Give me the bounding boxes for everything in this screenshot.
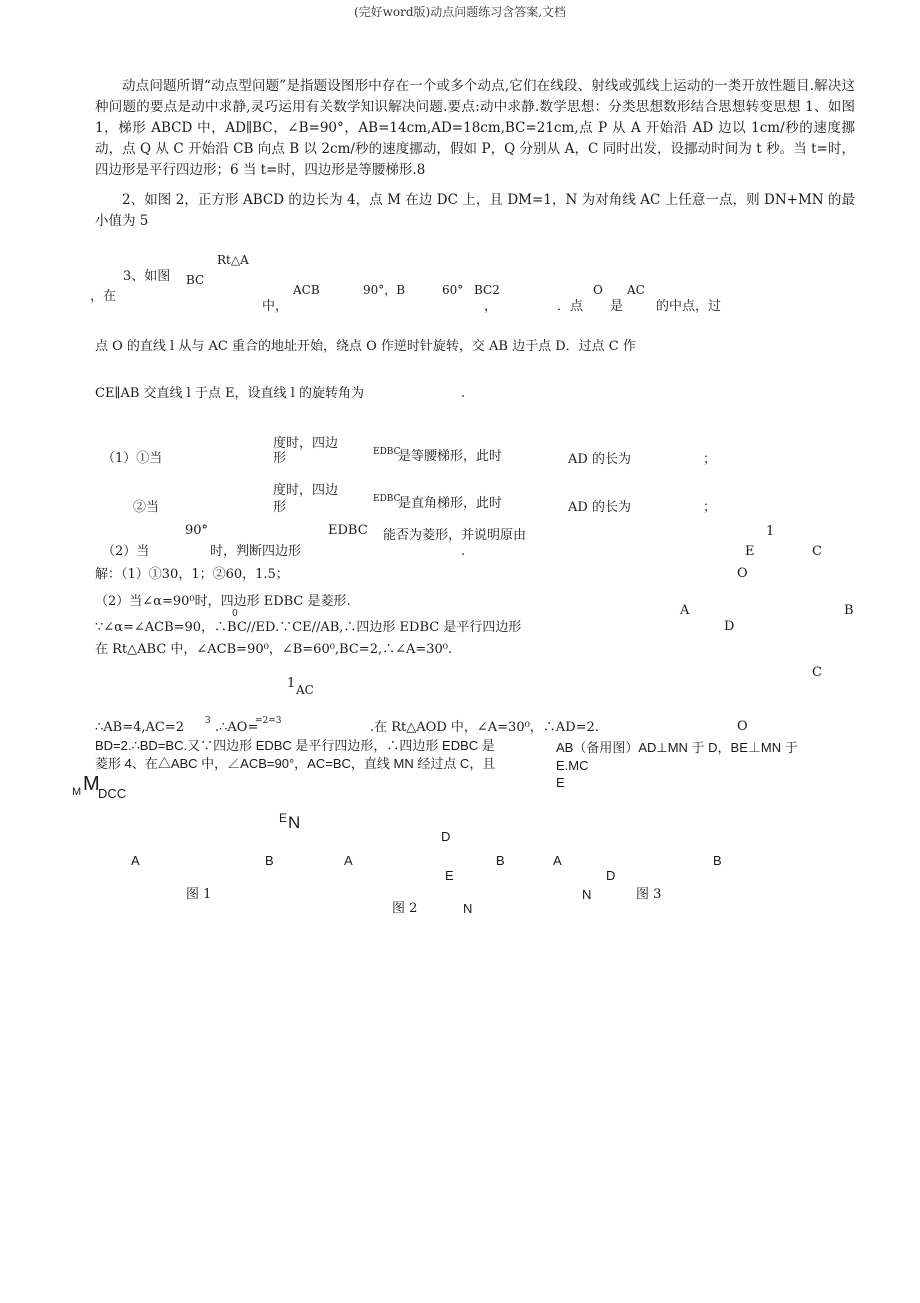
sub2-judge: 时，判断四边形: [210, 544, 302, 559]
solution-sup-3: 3: [205, 716, 211, 726]
q3-period: .: [461, 386, 466, 401]
solution-fraction-1: 1: [287, 676, 296, 691]
q3-shi: 是: [610, 299, 624, 314]
sub2-edbc: EDBC: [328, 523, 368, 538]
diagram-label-o: O: [737, 566, 748, 581]
q3-o: O: [593, 283, 603, 297]
q3-acb: ACB: [293, 283, 320, 297]
solution-ao-sup: =2=3: [255, 716, 282, 726]
fig-label-d3: D: [606, 868, 616, 883]
q3-deg90: 90°，B: [363, 283, 406, 297]
fig-label-m-small: M: [72, 786, 82, 798]
fig-label-dcc: DCC: [98, 786, 127, 801]
q3-zai: ，在: [90, 289, 117, 304]
diagram-label-e: E: [745, 544, 755, 559]
sub1-right-text: 是直角梯形，此时: [398, 496, 503, 511]
q3-line2: 点 O 的直线 l 从与 AC 重合的地址开始，绕点 O 作逆时针旋转，交 AB 边于点 D．过点 C 作: [95, 339, 636, 354]
q3-dian: ．点: [557, 299, 584, 314]
q3-zhong: 中，: [262, 299, 289, 314]
fig-label-a3: A: [553, 853, 562, 868]
fig-label-d1: D: [441, 829, 451, 844]
question-4-right2: E.MC: [556, 758, 589, 773]
sub2-dot: .: [461, 544, 466, 559]
solution-aod: .在 Rt△AOD 中，∠A=30⁰，∴AD=2.: [370, 720, 599, 735]
fig-label-n2: N: [463, 901, 473, 916]
question-4-right1: AB（备用图）AD⊥MN 于 D，BE⊥MN 于: [556, 740, 798, 755]
figure-3-caption: 图 3: [636, 887, 662, 902]
q3-comma: ，: [484, 299, 498, 314]
solution-fraction-ac: AC: [296, 683, 314, 697]
sub2-deg90: 90°: [185, 523, 209, 538]
diagram-label-o2: O: [737, 719, 748, 734]
sub1-iso-text: 是等腰梯形，此时: [398, 449, 503, 464]
q3-ac: AC: [627, 283, 645, 297]
figure-2-caption: 图 2: [392, 901, 418, 916]
solution-part1: 解：（1）①30，1；②60，1.5；: [95, 567, 289, 582]
question-4-lead: 菱形 4、在△ABC 中，∠ACB=90°，AC=BC，直线 MN 经过点 C，且: [95, 756, 496, 771]
fig-label-a1: A: [131, 853, 140, 868]
page-header: (完好word版)动点问题练习含答案,文档: [353, 5, 567, 19]
diagram-label-b: B: [844, 603, 854, 618]
sub2-rhombus: 能否为菱形，并说明原由: [383, 528, 527, 543]
q3-deg60: 60°: [442, 283, 464, 297]
diagram-label-c: C: [812, 544, 822, 559]
fig-label-m-large: M: [83, 773, 100, 795]
diagram-label-d: D: [724, 619, 735, 634]
q3-zhongdian: 的中点，过: [656, 299, 722, 314]
sub1-semi-2: ；: [703, 500, 717, 515]
sub1-dushi-2: 度时，四边: [273, 483, 339, 498]
fig-label-en-e: E: [279, 811, 288, 825]
solution-proof-line2: 在 Rt△ABC 中，∠ACB=90⁰，∠B=60⁰,BC=2,∴∠A=30⁰.: [95, 642, 453, 657]
diagram-label-a: A: [680, 603, 690, 618]
solution-bd: BD=2.∴BD=BC.又∵四边形 EDBC 是平行四边形，∴四边形 EDBC 是: [95, 738, 495, 753]
fig-label-e2: E: [445, 868, 454, 883]
q3-line3: CE∥AB 交直线 l 于点 E，设直线 l 的旋转角为: [95, 386, 364, 401]
solution-part2-claim: （2）当∠α=90⁰时，四边形 EDBC 是菱形.: [95, 594, 351, 609]
solution-ab-ac: ∴AB=4,AC=2: [95, 720, 185, 735]
diagram-label-1: 1: [766, 524, 775, 539]
sub1-edbc-2: EDBC: [373, 494, 401, 504]
q3-lead: 3、如图: [123, 269, 171, 284]
intro-paragraph: 动点问题所谓“动点型问题”是指题设图形中存在一个或多个动点,它们在线段、射线或弧线上运动的一类开放性题目.解决这种问题的要点是动中求静,灵巧运用有关数学知识解决问题.要点:动中求静.数学思想：分类思想数形结合思想转变思想 1、如图 1，梯形 ABCD 中，AD∥BC，∠B=90°，AB=14cm,AD=18cm,BC=21cm,点 P 从 A 开始沿 AD 边以 1cm/秒的速度挪动，点 Q 从 C 开始沿 CB 向点 B 以 2cm/秒的速度挪动，假如 P，Q 分别从 A，C 同时出发，设挪动时间为 t 秒。当 t=时，四边形是平行四边形；6 当 t=时，四边形是等腰梯形.8: [95, 78, 855, 178]
sub1-part1-lead: （1）①当: [102, 451, 163, 466]
question-2: 2、如图 2，正方形 ABCD 的边长为 4，点 M 在边 DC 上，且 DM=1，N 为对角线 AC 上任意一点，则 DN+MN 的最小值为 5: [95, 192, 855, 229]
solution-superscript-0: 0: [232, 609, 238, 619]
sub1-edbc-1: EDBC: [373, 447, 401, 457]
fig-label-en-n: N: [288, 813, 301, 832]
sub1-dushi-1: 度时，四边: [273, 436, 339, 451]
fig-label-a2: A: [344, 853, 353, 868]
q3-bc2: BC2: [474, 283, 500, 297]
fig-label-b1: B: [265, 853, 274, 868]
solution-ao: .∴AO=: [215, 720, 259, 735]
sub1-xing-2: 形: [273, 500, 287, 515]
sub1-semi-1: ；: [703, 452, 717, 467]
fig-label-b2: B: [496, 853, 505, 868]
sub1-xing-1: 形: [273, 451, 287, 466]
sub1-adlen-1: AD 的长为: [568, 452, 631, 467]
fig-label-n3: N: [582, 887, 592, 902]
diagram-label-c2: C: [812, 665, 822, 680]
q3-bc-label: BC: [186, 273, 205, 287]
sub1-adlen-2: AD 的长为: [568, 500, 631, 515]
sub2-lead: （2）当: [102, 544, 150, 559]
solution-proof-line1: ∵∠α=∠ACB=90，∴BC//ED.∵CE//AB,∴四边形 EDBC 是平行四边形: [95, 620, 522, 635]
q3-rt-label: Rt△A: [217, 253, 249, 267]
sub1-part2-lead: ②当: [133, 500, 160, 515]
question-4-right3: E: [556, 775, 565, 790]
fig-label-b3: B: [713, 853, 722, 868]
figure-1-caption: 图 1: [186, 887, 212, 902]
